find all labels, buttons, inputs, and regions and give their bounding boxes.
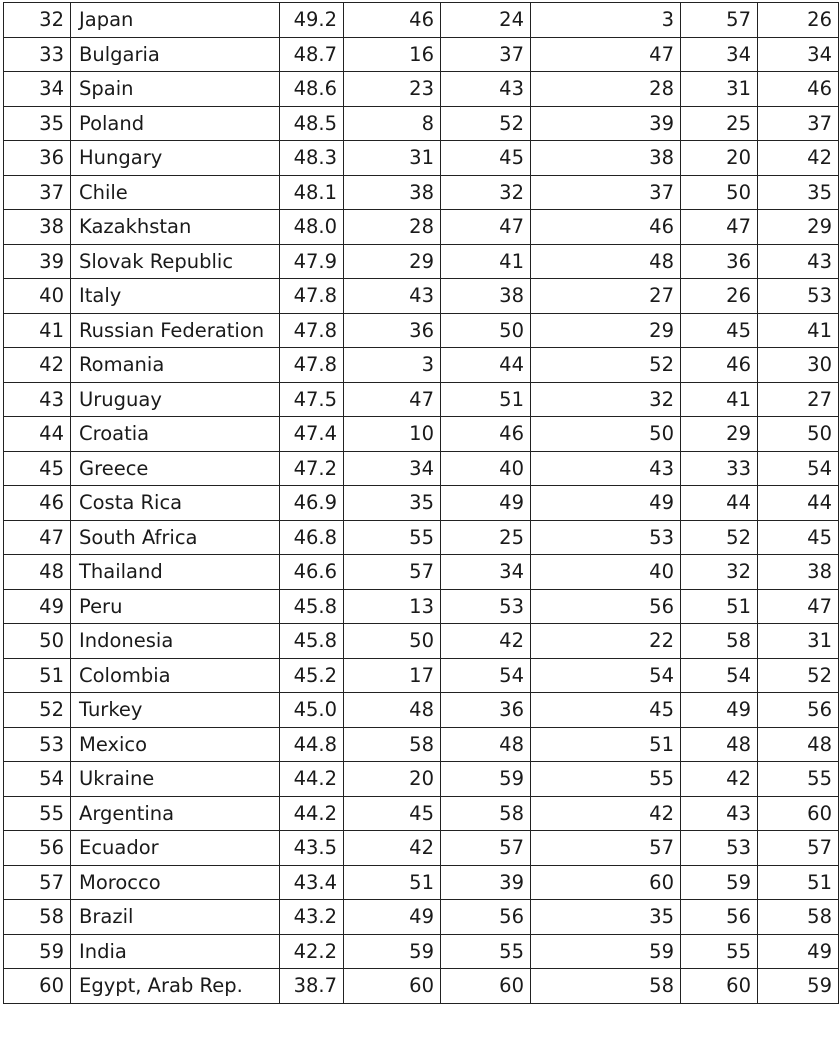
table-row <box>4 175 839 210</box>
table-row <box>4 900 839 935</box>
indicator-4-rank-cell: 36 <box>681 244 758 279</box>
ranking-table <box>3 2 839 1004</box>
rank-cell: 40 <box>4 279 71 314</box>
rank-cell: 38 <box>4 210 71 245</box>
indicator-4-rank-cell: 25 <box>681 106 758 141</box>
table-row <box>4 486 839 521</box>
indicator-5-rank-cell: 49 <box>758 934 839 969</box>
country-cell: Costa Rica <box>71 486 280 521</box>
indicator-1-rank-cell: 3 <box>344 348 441 383</box>
indicator-2-rank-cell: 38 <box>441 279 531 314</box>
indicator-2-rank-cell: 41 <box>441 244 531 279</box>
country-cell: South Africa <box>71 520 280 555</box>
indicator-1-rank-cell: 38 <box>344 175 441 210</box>
indicator-2-rank-cell: 42 <box>441 624 531 659</box>
indicator-5-rank-cell: 26 <box>758 3 839 38</box>
country-cell: Spain <box>71 72 280 107</box>
table-row <box>4 555 839 590</box>
indicator-4-rank-cell: 50 <box>681 175 758 210</box>
table-row <box>4 106 839 141</box>
indicator-3-rank-cell: 29 <box>531 313 681 348</box>
indicator-4-rank-cell: 51 <box>681 589 758 624</box>
indicator-5-rank-cell: 44 <box>758 486 839 521</box>
rank-cell: 33 <box>4 37 71 72</box>
indicator-4-rank-cell: 26 <box>681 279 758 314</box>
indicator-3-rank-cell: 42 <box>531 796 681 831</box>
indicator-4-rank-cell: 46 <box>681 348 758 383</box>
indicator-2-rank-cell: 59 <box>441 762 531 797</box>
indicator-4-rank-cell: 33 <box>681 451 758 486</box>
indicator-5-rank-cell: 56 <box>758 693 839 728</box>
indicator-1-rank-cell: 45 <box>344 796 441 831</box>
indicator-2-rank-cell: 60 <box>441 969 531 1004</box>
indicator-2-rank-cell: 55 <box>441 934 531 969</box>
country-cell: Greece <box>71 451 280 486</box>
score-cell: 45.2 <box>280 658 344 693</box>
indicator-3-rank-cell: 27 <box>531 279 681 314</box>
indicator-5-rank-cell: 58 <box>758 900 839 935</box>
indicator-4-rank-cell: 31 <box>681 72 758 107</box>
country-cell: Brazil <box>71 900 280 935</box>
indicator-2-rank-cell: 48 <box>441 727 531 762</box>
indicator-1-rank-cell: 50 <box>344 624 441 659</box>
table-row <box>4 72 839 107</box>
indicator-3-rank-cell: 40 <box>531 555 681 590</box>
indicator-4-rank-cell: 49 <box>681 693 758 728</box>
score-cell: 43.4 <box>280 865 344 900</box>
indicator-1-rank-cell: 29 <box>344 244 441 279</box>
indicator-3-rank-cell: 53 <box>531 520 681 555</box>
indicator-1-rank-cell: 17 <box>344 658 441 693</box>
table-row <box>4 37 839 72</box>
indicator-5-rank-cell: 43 <box>758 244 839 279</box>
rank-cell: 41 <box>4 313 71 348</box>
table-row <box>4 727 839 762</box>
score-cell: 42.2 <box>280 934 344 969</box>
indicator-3-rank-cell: 45 <box>531 693 681 728</box>
indicator-4-rank-cell: 45 <box>681 313 758 348</box>
indicator-5-rank-cell: 31 <box>758 624 839 659</box>
indicator-1-rank-cell: 55 <box>344 520 441 555</box>
indicator-4-rank-cell: 44 <box>681 486 758 521</box>
indicator-4-rank-cell: 32 <box>681 555 758 590</box>
rank-cell: 39 <box>4 244 71 279</box>
indicator-4-rank-cell: 34 <box>681 37 758 72</box>
indicator-1-rank-cell: 16 <box>344 37 441 72</box>
indicator-3-rank-cell: 37 <box>531 175 681 210</box>
indicator-5-rank-cell: 38 <box>758 555 839 590</box>
indicator-2-rank-cell: 57 <box>441 831 531 866</box>
indicator-1-rank-cell: 34 <box>344 451 441 486</box>
ranking-table-container <box>3 2 832 1004</box>
indicator-5-rank-cell: 51 <box>758 865 839 900</box>
rank-cell: 32 <box>4 3 71 38</box>
indicator-4-rank-cell: 52 <box>681 520 758 555</box>
indicator-4-rank-cell: 59 <box>681 865 758 900</box>
table-row <box>4 762 839 797</box>
indicator-3-rank-cell: 43 <box>531 451 681 486</box>
indicator-3-rank-cell: 54 <box>531 658 681 693</box>
indicator-5-rank-cell: 30 <box>758 348 839 383</box>
indicator-4-rank-cell: 54 <box>681 658 758 693</box>
table-row <box>4 969 839 1004</box>
rank-cell: 53 <box>4 727 71 762</box>
rank-cell: 49 <box>4 589 71 624</box>
score-cell: 45.8 <box>280 624 344 659</box>
indicator-5-rank-cell: 34 <box>758 37 839 72</box>
indicator-1-rank-cell: 51 <box>344 865 441 900</box>
indicator-2-rank-cell: 37 <box>441 37 531 72</box>
country-cell: Slovak Republic <box>71 244 280 279</box>
indicator-1-rank-cell: 23 <box>344 72 441 107</box>
indicator-3-rank-cell: 55 <box>531 762 681 797</box>
score-cell: 47.8 <box>280 313 344 348</box>
score-cell: 47.5 <box>280 382 344 417</box>
country-cell: Morocco <box>71 865 280 900</box>
indicator-4-rank-cell: 57 <box>681 3 758 38</box>
indicator-1-rank-cell: 59 <box>344 934 441 969</box>
indicator-5-rank-cell: 42 <box>758 141 839 176</box>
score-cell: 48.6 <box>280 72 344 107</box>
rank-cell: 34 <box>4 72 71 107</box>
indicator-5-rank-cell: 60 <box>758 796 839 831</box>
rank-cell: 36 <box>4 141 71 176</box>
indicator-5-rank-cell: 41 <box>758 313 839 348</box>
rank-cell: 60 <box>4 969 71 1004</box>
indicator-1-rank-cell: 48 <box>344 693 441 728</box>
table-row <box>4 451 839 486</box>
indicator-3-rank-cell: 57 <box>531 831 681 866</box>
rank-cell: 43 <box>4 382 71 417</box>
indicator-1-rank-cell: 42 <box>344 831 441 866</box>
indicator-2-rank-cell: 25 <box>441 520 531 555</box>
indicator-3-rank-cell: 22 <box>531 624 681 659</box>
indicator-1-rank-cell: 47 <box>344 382 441 417</box>
rank-cell: 44 <box>4 417 71 452</box>
table-row <box>4 934 839 969</box>
indicator-5-rank-cell: 50 <box>758 417 839 452</box>
indicator-2-rank-cell: 40 <box>441 451 531 486</box>
indicator-1-rank-cell: 13 <box>344 589 441 624</box>
indicator-4-rank-cell: 48 <box>681 727 758 762</box>
country-cell: Bulgaria <box>71 37 280 72</box>
country-cell: Uruguay <box>71 382 280 417</box>
indicator-5-rank-cell: 55 <box>758 762 839 797</box>
indicator-2-rank-cell: 54 <box>441 658 531 693</box>
indicator-1-rank-cell: 43 <box>344 279 441 314</box>
score-cell: 47.8 <box>280 279 344 314</box>
rank-cell: 37 <box>4 175 71 210</box>
table-row <box>4 348 839 383</box>
score-cell: 48.0 <box>280 210 344 245</box>
country-cell: Croatia <box>71 417 280 452</box>
indicator-4-rank-cell: 60 <box>681 969 758 1004</box>
indicator-3-rank-cell: 48 <box>531 244 681 279</box>
indicator-5-rank-cell: 57 <box>758 831 839 866</box>
indicator-3-rank-cell: 47 <box>531 37 681 72</box>
rank-cell: 59 <box>4 934 71 969</box>
indicator-3-rank-cell: 46 <box>531 210 681 245</box>
indicator-2-rank-cell: 39 <box>441 865 531 900</box>
indicator-2-rank-cell: 32 <box>441 175 531 210</box>
indicator-1-rank-cell: 8 <box>344 106 441 141</box>
indicator-3-rank-cell: 59 <box>531 934 681 969</box>
table-row <box>4 589 839 624</box>
country-cell: Mexico <box>71 727 280 762</box>
indicator-3-rank-cell: 60 <box>531 865 681 900</box>
indicator-2-rank-cell: 36 <box>441 693 531 728</box>
table-row <box>4 520 839 555</box>
indicator-2-rank-cell: 47 <box>441 210 531 245</box>
rank-cell: 58 <box>4 900 71 935</box>
country-cell: Egypt, Arab Rep. <box>71 969 280 1004</box>
indicator-3-rank-cell: 32 <box>531 382 681 417</box>
table-row <box>4 279 839 314</box>
score-cell: 47.8 <box>280 348 344 383</box>
indicator-1-rank-cell: 57 <box>344 555 441 590</box>
indicator-1-rank-cell: 10 <box>344 417 441 452</box>
indicator-3-rank-cell: 39 <box>531 106 681 141</box>
indicator-1-rank-cell: 31 <box>344 141 441 176</box>
table-row <box>4 658 839 693</box>
indicator-1-rank-cell: 60 <box>344 969 441 1004</box>
rank-cell: 55 <box>4 796 71 831</box>
score-cell: 48.5 <box>280 106 344 141</box>
indicator-4-rank-cell: 43 <box>681 796 758 831</box>
score-cell: 48.1 <box>280 175 344 210</box>
country-cell: Japan <box>71 3 280 38</box>
indicator-5-rank-cell: 54 <box>758 451 839 486</box>
rank-cell: 56 <box>4 831 71 866</box>
table-row <box>4 624 839 659</box>
indicator-1-rank-cell: 20 <box>344 762 441 797</box>
score-cell: 38.7 <box>280 969 344 1004</box>
country-cell: India <box>71 934 280 969</box>
indicator-4-rank-cell: 55 <box>681 934 758 969</box>
indicator-5-rank-cell: 29 <box>758 210 839 245</box>
score-cell: 47.9 <box>280 244 344 279</box>
indicator-3-rank-cell: 52 <box>531 348 681 383</box>
indicator-3-rank-cell: 38 <box>531 141 681 176</box>
score-cell: 46.6 <box>280 555 344 590</box>
rank-cell: 52 <box>4 693 71 728</box>
indicator-3-rank-cell: 58 <box>531 969 681 1004</box>
indicator-2-rank-cell: 53 <box>441 589 531 624</box>
score-cell: 45.8 <box>280 589 344 624</box>
indicator-2-rank-cell: 44 <box>441 348 531 383</box>
table-row <box>4 831 839 866</box>
country-cell: Turkey <box>71 693 280 728</box>
indicator-1-rank-cell: 28 <box>344 210 441 245</box>
score-cell: 47.2 <box>280 451 344 486</box>
country-cell: Hungary <box>71 141 280 176</box>
country-cell: Italy <box>71 279 280 314</box>
indicator-1-rank-cell: 46 <box>344 3 441 38</box>
indicator-5-rank-cell: 45 <box>758 520 839 555</box>
rank-cell: 45 <box>4 451 71 486</box>
score-cell: 48.7 <box>280 37 344 72</box>
indicator-3-rank-cell: 28 <box>531 72 681 107</box>
table-row <box>4 693 839 728</box>
indicator-1-rank-cell: 35 <box>344 486 441 521</box>
country-cell: Romania <box>71 348 280 383</box>
country-cell: Poland <box>71 106 280 141</box>
indicator-4-rank-cell: 53 <box>681 831 758 866</box>
indicator-2-rank-cell: 34 <box>441 555 531 590</box>
country-cell: Ecuador <box>71 831 280 866</box>
table-row <box>4 3 839 38</box>
table-row <box>4 796 839 831</box>
indicator-5-rank-cell: 46 <box>758 72 839 107</box>
indicator-5-rank-cell: 35 <box>758 175 839 210</box>
score-cell: 45.0 <box>280 693 344 728</box>
indicator-2-rank-cell: 45 <box>441 141 531 176</box>
rank-cell: 57 <box>4 865 71 900</box>
indicator-3-rank-cell: 3 <box>531 3 681 38</box>
indicator-1-rank-cell: 49 <box>344 900 441 935</box>
score-cell: 47.4 <box>280 417 344 452</box>
country-cell: Russian Federation <box>71 313 280 348</box>
indicator-3-rank-cell: 51 <box>531 727 681 762</box>
indicator-5-rank-cell: 37 <box>758 106 839 141</box>
indicator-2-rank-cell: 46 <box>441 417 531 452</box>
rank-cell: 54 <box>4 762 71 797</box>
indicator-2-rank-cell: 24 <box>441 3 531 38</box>
indicator-5-rank-cell: 53 <box>758 279 839 314</box>
table-body <box>4 3 839 1004</box>
indicator-5-rank-cell: 27 <box>758 382 839 417</box>
indicator-2-rank-cell: 58 <box>441 796 531 831</box>
indicator-4-rank-cell: 56 <box>681 900 758 935</box>
indicator-1-rank-cell: 36 <box>344 313 441 348</box>
table-row <box>4 141 839 176</box>
score-cell: 44.8 <box>280 727 344 762</box>
country-cell: Indonesia <box>71 624 280 659</box>
indicator-4-rank-cell: 29 <box>681 417 758 452</box>
indicator-4-rank-cell: 20 <box>681 141 758 176</box>
indicator-5-rank-cell: 47 <box>758 589 839 624</box>
table-row <box>4 313 839 348</box>
rank-cell: 51 <box>4 658 71 693</box>
rank-cell: 35 <box>4 106 71 141</box>
country-cell: Ukraine <box>71 762 280 797</box>
indicator-3-rank-cell: 56 <box>531 589 681 624</box>
indicator-4-rank-cell: 41 <box>681 382 758 417</box>
indicator-2-rank-cell: 51 <box>441 382 531 417</box>
indicator-2-rank-cell: 56 <box>441 900 531 935</box>
rank-cell: 47 <box>4 520 71 555</box>
country-cell: Chile <box>71 175 280 210</box>
country-cell: Argentina <box>71 796 280 831</box>
table-row <box>4 210 839 245</box>
country-cell: Thailand <box>71 555 280 590</box>
score-cell: 48.3 <box>280 141 344 176</box>
indicator-3-rank-cell: 49 <box>531 486 681 521</box>
country-cell: Peru <box>71 589 280 624</box>
rank-cell: 46 <box>4 486 71 521</box>
rank-cell: 50 <box>4 624 71 659</box>
indicator-2-rank-cell: 50 <box>441 313 531 348</box>
rank-cell: 48 <box>4 555 71 590</box>
score-cell: 43.2 <box>280 900 344 935</box>
indicator-3-rank-cell: 35 <box>531 900 681 935</box>
indicator-5-rank-cell: 48 <box>758 727 839 762</box>
score-cell: 43.5 <box>280 831 344 866</box>
score-cell: 46.9 <box>280 486 344 521</box>
score-cell: 44.2 <box>280 796 344 831</box>
table-row <box>4 382 839 417</box>
score-cell: 49.2 <box>280 3 344 38</box>
indicator-1-rank-cell: 58 <box>344 727 441 762</box>
rank-cell: 42 <box>4 348 71 383</box>
indicator-5-rank-cell: 52 <box>758 658 839 693</box>
table-row <box>4 244 839 279</box>
indicator-2-rank-cell: 49 <box>441 486 531 521</box>
indicator-4-rank-cell: 42 <box>681 762 758 797</box>
indicator-5-rank-cell: 59 <box>758 969 839 1004</box>
indicator-2-rank-cell: 43 <box>441 72 531 107</box>
country-cell: Kazakhstan <box>71 210 280 245</box>
indicator-4-rank-cell: 58 <box>681 624 758 659</box>
score-cell: 46.8 <box>280 520 344 555</box>
indicator-4-rank-cell: 47 <box>681 210 758 245</box>
indicator-3-rank-cell: 50 <box>531 417 681 452</box>
country-cell: Colombia <box>71 658 280 693</box>
table-row <box>4 865 839 900</box>
table-row <box>4 417 839 452</box>
score-cell: 44.2 <box>280 762 344 797</box>
indicator-2-rank-cell: 52 <box>441 106 531 141</box>
